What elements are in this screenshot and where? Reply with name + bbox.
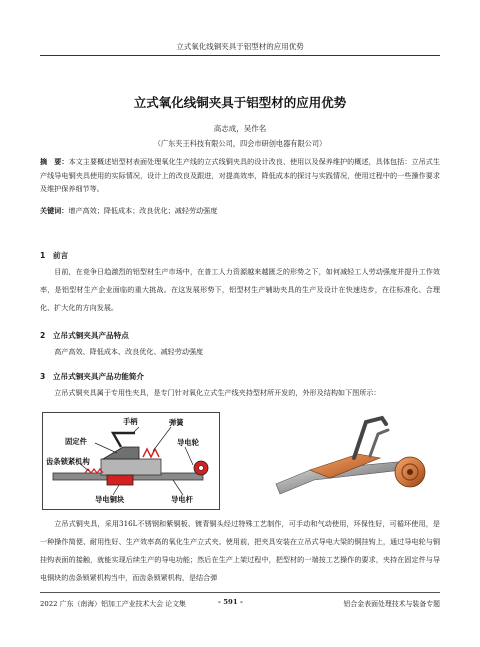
spring-shape: [143, 449, 159, 457]
clamp-body-shape: [101, 459, 161, 475]
keywords: [40, 206, 440, 216]
abstract-label: 摘 要：: [40, 157, 69, 166]
section-1-heading: 1 前言: [40, 251, 69, 260]
label-conductive-block: 导电铜块: [95, 495, 125, 504]
keywords-label: 关键词：: [40, 206, 69, 215]
running-head: 立式氧化线铜夹具于铝型材的应用优势: [176, 42, 304, 51]
affiliation: （广东夹王科技有限公司，四会市研创电器有限公司）: [153, 139, 327, 148]
conductive-block-shape: [107, 475, 133, 485]
section-3-heading: 3 立吊式铜夹具产品功能简介: [40, 372, 145, 381]
clamp-structure-diagram: [42, 412, 220, 510]
footer-rule: [40, 592, 440, 593]
authors: 高志成，吴作名: [213, 124, 267, 133]
section-2-heading: 2 立吊式铜夹具产品特点: [40, 331, 129, 340]
paper-title: 立式氧化线铜夹具于铝型材的应用优势: [133, 95, 347, 110]
section-1-text: 目前，在竞争日趋激烈的铝型材生产市场中，在普工人力资源越来越匮乏的形势之下，如何减轻工人劳动强度并提升工作效率，是铝型材生产企业面临的重大挑战。在这发展形势下，铝型材生产辅助夹具的生产及设计在快速迭步，在往标准化、合理化、扩大化的方向发展。: [40, 267, 440, 312]
label-conductive-rod: 导电杆: [171, 495, 193, 504]
abstract-text: 本文主要概述铝型材表面处理氧化生产线的立式线铜夹具的设计改良、使用以及保养维护的概述，具体包括：立吊式生产线导电铜夹具使用的实际情况，设计上的改良及跟进，对提高效率，降低成本的探讨与实践情况，使用过程中的一些操作要求及维护保养细节等。: [40, 157, 440, 194]
label-fixed-part: 固定件: [65, 437, 87, 446]
section-2-text: 高产高效、降低成本、改良优化、减轻劳动强度: [54, 347, 204, 356]
section-3-intro: 立吊式铜夹具属于专用性夹具，是专门针对氧化立式生产线夹持型材所开发的，外形及结构如下图所示：: [54, 388, 381, 397]
handle-shape: [113, 433, 135, 447]
footer-left: 2022 广东（南海）铝加工产业技术大会 论文集: [40, 600, 186, 608]
label-spring: 弹簧: [169, 418, 184, 427]
section-3-body: 立吊式铜夹具，采用316L不锈钢和紫铜板、镀青铜头经过特殊工艺制作，可手动和气动使用，环保性好，可循环使用，是一种操作简便、耐用性好、生产效率高的氧化生产立式夹。使用前，把夹具安装在立吊式导电大梁的铜挂钩上，通过导电轮与铜挂钩表面的接触，就能实现后续生产的导电功能；然后在生产上架过程中，把型材的一端按工艺操作的要求，夹持在固定件与导电铜块的齿条锁紧机构当中，而齿条锁紧机构，是结合弹: [40, 519, 440, 582]
page-number: - 591 -: [218, 598, 243, 606]
footer-right: 铝合金表面处理技术与装备专题: [343, 600, 440, 608]
label-rack-lock: 齿条锁紧机构: [46, 457, 90, 466]
abstract: [40, 155, 440, 196]
header-rule: [40, 55, 440, 56]
clamp-photo: [270, 414, 440, 508]
clamp-figure: [40, 412, 440, 512]
keywords-text: 增产高效；降低成本；改良优化；减轻劳动强度: [68, 206, 218, 215]
label-handle: 手柄: [123, 417, 138, 426]
label-conductive-wheel: 导电轮: [177, 438, 199, 447]
